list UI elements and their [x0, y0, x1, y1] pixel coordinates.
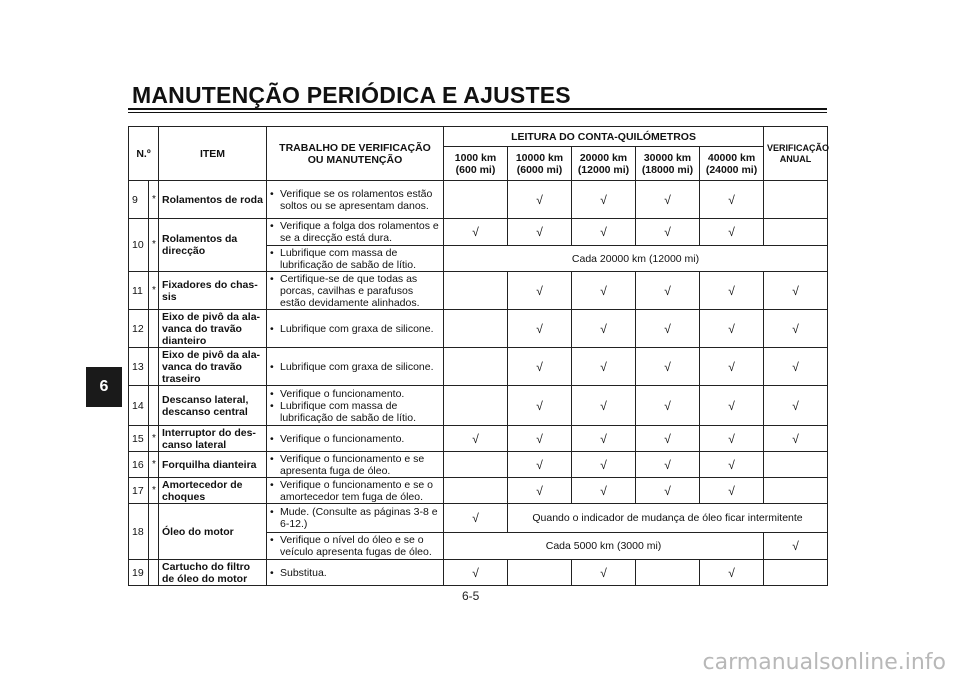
interval-cell [444, 478, 508, 504]
interval-mi: (18000 mi) [641, 163, 694, 176]
interval-cell: √ [636, 426, 700, 452]
bullet-mark: • [270, 399, 274, 412]
header-interval [700, 147, 764, 181]
row-item: Eixo de pivô da ala-vanca do travão dianteiro [159, 310, 267, 348]
interval-cell: √ [508, 181, 572, 219]
interval-span-text: Cada 5000 km (3000 mi) [444, 533, 764, 560]
work-bullet [270, 220, 440, 244]
interval-cell: √ [572, 310, 636, 348]
work-bullet [270, 247, 440, 271]
row-work [267, 452, 444, 478]
interval-cell: √ [572, 452, 636, 478]
bullet-mark: • [270, 387, 274, 400]
row-number: 18 [129, 504, 149, 560]
work-bullet [270, 567, 440, 579]
row-star [149, 310, 159, 348]
work-bullet [270, 479, 440, 503]
interval-cell: √ [572, 181, 636, 219]
bullet-mark: • [270, 272, 274, 285]
table-row [129, 478, 828, 504]
header-interval [444, 147, 508, 181]
interval-cell: √ [636, 386, 700, 426]
work-bullet [270, 433, 440, 445]
header-interval [508, 147, 572, 181]
annual-cell: √ [764, 426, 828, 452]
interval-cell: √ [700, 310, 764, 348]
interval-km: 1000 km [454, 151, 497, 164]
work-text: Verifique o funcionamento e se apresenta fuga de óleo. [280, 452, 425, 477]
header-interval [572, 147, 636, 181]
table-row [129, 504, 828, 533]
bullet-mark: • [270, 452, 274, 465]
interval-cell: √ [572, 272, 636, 310]
interval-cell: √ [700, 181, 764, 219]
header-work: TRABALHO DE VERIFICAÇÃO OU MANUTENÇÃO [267, 127, 444, 181]
work-text: Lubrifique com graxa de silicone. [280, 360, 434, 373]
work-text: Lubrifique com graxa de silicone. [280, 322, 434, 335]
interval-cell: √ [508, 478, 572, 504]
work-text: Substitua. [280, 566, 327, 579]
row-number: 16 [129, 452, 149, 478]
interval-cell [444, 310, 508, 348]
row-work [267, 219, 444, 246]
interval-cell: √ [444, 504, 508, 533]
row-work [267, 246, 444, 272]
row-star: * [149, 426, 159, 452]
interval-cell: √ [508, 452, 572, 478]
bullet-mark: • [270, 322, 274, 335]
row-work [267, 504, 444, 533]
interval-cell: √ [636, 272, 700, 310]
work-text: Lubrifique com massa de lubrificação de sabão de lítio. [280, 399, 417, 424]
row-item: Cartucho do filtro de óleo do motor [159, 560, 267, 586]
row-item: Interruptor do des-canso lateral [159, 426, 267, 452]
header-odometer: LEITURA DO CONTA-QUILÓMETROS [444, 127, 764, 147]
bullet-mark: • [270, 478, 274, 491]
bullet-mark: • [270, 187, 274, 200]
interval-cell: √ [636, 452, 700, 478]
row-number: 11 [129, 272, 149, 310]
row-item: Forquilha dianteira [159, 452, 267, 478]
annual-cell [764, 560, 828, 586]
row-star: * [149, 452, 159, 478]
row-number: 10 [129, 219, 149, 272]
row-item: Rolamentos de roda [159, 181, 267, 219]
interval-span-text: Cada 20000 km (12000 mi) [444, 246, 828, 272]
row-star: * [149, 478, 159, 504]
row-item: Rolamentos da direcção [159, 219, 267, 272]
annual-cell: √ [764, 310, 828, 348]
work-text: Verifique o funcionamento. [280, 387, 405, 400]
work-bullet [270, 400, 440, 424]
interval-cell [444, 452, 508, 478]
interval-cell: √ [700, 272, 764, 310]
annual-cell [764, 452, 828, 478]
row-work [267, 348, 444, 386]
interval-span-text: Quando o indicador de mudança de óleo ficar intermitente [508, 504, 828, 533]
title-rule [128, 108, 827, 110]
row-work [267, 386, 444, 426]
work-text: Verifique a folga dos rolamentos e se a direcção está dura. [280, 220, 439, 244]
interval-cell [636, 560, 700, 586]
header-interval [636, 147, 700, 181]
interval-mi: (24000 mi) [705, 163, 758, 176]
interval-cell: √ [636, 181, 700, 219]
interval-cell: √ [700, 426, 764, 452]
interval-km: 10000 km [515, 151, 564, 164]
work-text: Lubrifique com massa de lubrificação de sabão de lítio. [280, 246, 417, 271]
interval-cell: √ [572, 426, 636, 452]
annual-cell: √ [764, 272, 828, 310]
interval-cell: √ [508, 219, 572, 246]
work-bullet [270, 273, 440, 309]
interval-cell: √ [508, 348, 572, 386]
header-annual: VERIFICAÇÃO ANUAL [764, 127, 828, 181]
bullet-mark: • [270, 506, 274, 518]
row-work [267, 181, 444, 219]
row-number: 19 [129, 560, 149, 586]
row-item: Fixadores do chas-sis [159, 272, 267, 310]
interval-cell: √ [572, 560, 636, 586]
annual-cell: √ [764, 348, 828, 386]
bullet-mark: • [270, 566, 274, 579]
interval-km: 20000 km [579, 151, 628, 164]
annual-cell [764, 219, 828, 246]
work-bullet [270, 323, 440, 335]
row-work [267, 533, 444, 560]
interval-cell: √ [508, 310, 572, 348]
maintenance-table [128, 126, 828, 586]
table-row [129, 310, 828, 348]
row-number: 13 [129, 348, 149, 386]
table-row [129, 386, 828, 426]
interval-cell: √ [700, 560, 764, 586]
work-text: Verifique o funcionamento e se o amortecedor tem fuga de óleo. [280, 478, 433, 503]
bullet-mark: • [270, 246, 274, 259]
work-text: Verifique o nível do óleo e se o veículo apresenta fugas de óleo. [280, 534, 432, 558]
interval-cell: √ [572, 219, 636, 246]
interval-mi: (600 mi) [455, 163, 496, 176]
table-row [129, 426, 828, 452]
row-number: 12 [129, 310, 149, 348]
interval-cell [444, 348, 508, 386]
header-item: ITEM [159, 127, 267, 181]
bullet-mark: • [270, 534, 274, 546]
title-rule-thin [128, 112, 827, 113]
row-work [267, 478, 444, 504]
table-row [129, 348, 828, 386]
row-star: * [149, 181, 159, 219]
interval-cell: √ [444, 560, 508, 586]
work-text: Verifique o funcionamento. [280, 432, 405, 445]
bullet-mark: • [270, 432, 274, 445]
row-star [149, 348, 159, 386]
bullet-mark: • [270, 360, 274, 373]
row-item: Eixo de pivô da ala-vanca do travão traseiro [159, 348, 267, 386]
interval-cell: √ [636, 310, 700, 348]
annual-cell [764, 478, 828, 504]
row-star: * [149, 219, 159, 272]
table-row [129, 272, 828, 310]
row-item: Amortecedor de choques [159, 478, 267, 504]
interval-cell: √ [508, 426, 572, 452]
row-work [267, 310, 444, 348]
interval-cell: √ [636, 348, 700, 386]
interval-mi: (6000 mi) [516, 163, 563, 176]
page-title: MANUTENÇÃO PERIÓDICA E AJUSTES [132, 82, 571, 108]
interval-cell: √ [700, 478, 764, 504]
work-text: Mude. (Consulte as páginas 3-8 e 6-12.) [280, 506, 438, 530]
work-text: Verifique se os rolamentos estão soltos ou se apresentam danos. [280, 187, 433, 212]
table-row [129, 181, 828, 219]
interval-km: 30000 km [643, 151, 692, 164]
page-number: 6-5 [462, 589, 480, 603]
interval-cell: √ [444, 219, 508, 246]
row-item: Descanso lateral, descanso central [159, 386, 267, 426]
interval-cell [508, 560, 572, 586]
work-bullet [270, 188, 440, 212]
annual-cell: √ [764, 533, 828, 560]
row-number: 14 [129, 386, 149, 426]
interval-cell: √ [700, 348, 764, 386]
interval-cell: √ [636, 478, 700, 504]
table-row [129, 560, 828, 586]
work-bullet [270, 361, 440, 373]
chapter-tab: 6 [86, 367, 122, 407]
row-item: Óleo do motor [159, 504, 267, 560]
interval-cell: √ [444, 426, 508, 452]
row-work [267, 426, 444, 452]
row-number: 15 [129, 426, 149, 452]
bullet-mark: • [270, 220, 274, 232]
row-number: 17 [129, 478, 149, 504]
interval-cell: √ [508, 386, 572, 426]
table-row [129, 452, 828, 478]
work-bullet [270, 453, 440, 477]
row-work [267, 272, 444, 310]
interval-cell: √ [572, 386, 636, 426]
interval-cell: √ [700, 219, 764, 246]
interval-cell [444, 386, 508, 426]
row-work [267, 560, 444, 586]
row-star: * [149, 272, 159, 310]
work-bullet [270, 388, 440, 400]
interval-mi: (12000 mi) [577, 163, 630, 176]
interval-cell: √ [700, 386, 764, 426]
table-row [129, 219, 828, 246]
interval-cell: √ [572, 348, 636, 386]
interval-cell: √ [636, 219, 700, 246]
row-star [149, 560, 159, 586]
annual-cell [764, 181, 828, 219]
interval-km: 40000 km [707, 151, 756, 164]
interval-cell: √ [508, 272, 572, 310]
row-star [149, 386, 159, 426]
row-star [149, 504, 159, 560]
interval-cell: √ [572, 478, 636, 504]
interval-cell: √ [700, 452, 764, 478]
work-text: Certifique-se de que todas as porcas, cavilhas e parafusos estão devidamente alinhados. [280, 272, 420, 309]
work-bullet [270, 506, 440, 530]
annual-cell: √ [764, 386, 828, 426]
work-bullet [270, 534, 440, 558]
watermark: carmanualsonline.info [702, 650, 946, 675]
header-num: N.º [129, 127, 159, 181]
row-number: 9 [129, 181, 149, 219]
interval-cell [444, 272, 508, 310]
interval-cell [444, 181, 508, 219]
